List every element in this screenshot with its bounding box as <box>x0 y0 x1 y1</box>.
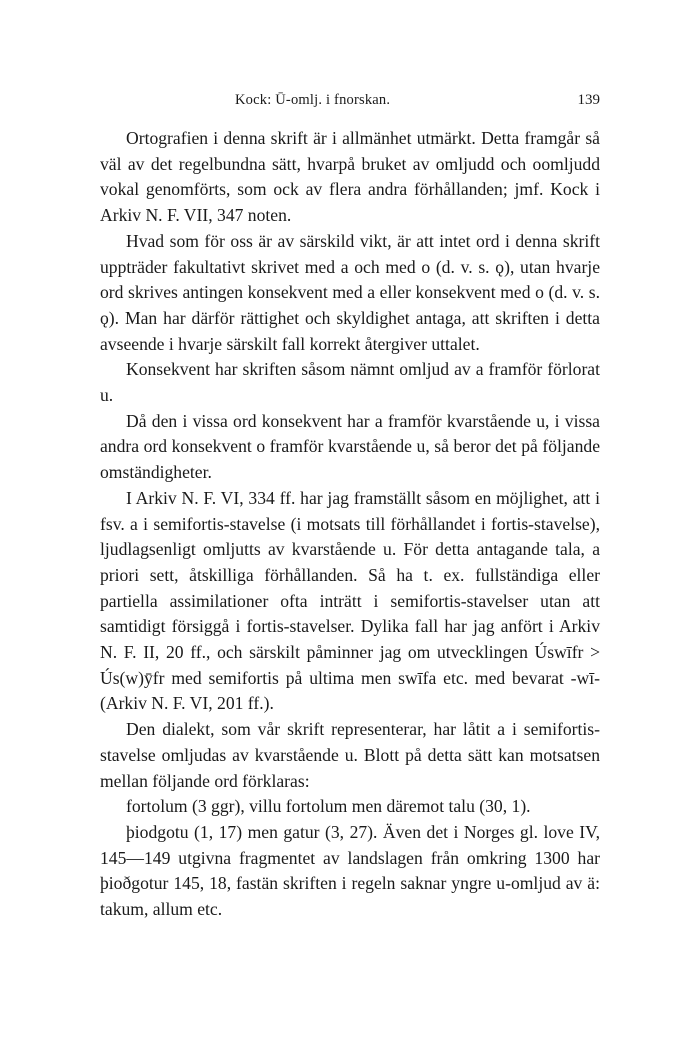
paragraph: fortolum (3 ggr), villu fortolum men däremot talu (30, 1). <box>126 796 531 817</box>
page-number: 139 <box>577 92 600 108</box>
paragraph: Konsekvent har skriften såsom nämnt omljud av a framför förlorat u. <box>100 359 600 406</box>
body-text <box>100 126 600 923</box>
paragraph: I Arkiv N. F. VI, 334 ff. har jag framställt såsom en möjlighet, att i fsv. a i semifortis-stavelse (i motsats till förhållandet i fortis-stavelse), ljudlagsenligt omljutts av kvarstående u. För detta antagande tala, a priori sett, åtskilliga förhållanden. Så ha t. ex. fullständiga eller partiella assimilationer ofta inträtt i semifortis-stavelser utan att samtidigt försiggå i fortis-stavelser. Dylika fall har jag anfört i Arkiv N. F. II, 20 ff., och särskilt påminner jag om utvecklingen Úswīfr > Ús(w)ȳfr med semifortis på ultima men swīfa etc. med bevarat -wī- (Arkiv N. F. VI, 201 ff.). <box>100 487 600 714</box>
paragraph: Då den i vissa ord konsekvent har a framför kvarstående u, i vissa andra ord konsekvent o framför kvarstående u, så beror det på följande omständigheter. <box>100 410 600 483</box>
paragraph: Den dialekt, som vår skrift representerar, har låtit a i semifortis-stavelse omljudas av kvarstående u. Blott på detta sätt kan motsatsen mellan följande ord förklaras: <box>100 719 600 791</box>
paragraph: Ortografien i denna skrift är i allmänhet utmärkt. Detta framgår så väl av det regelbundna sätt, hvarpå bruket av omljudd och oomljudd vokal genomförts, som ock av flera andra förhållanden; jmf. Kock i Arkiv N. F. VII, 347 noten. <box>100 128 600 226</box>
running-head-title: Kock: Ū-omlj. i fnorskan. <box>235 92 391 108</box>
running-head <box>100 92 600 114</box>
paragraph: Hvad som för oss är av särskild vikt, är att intet ord i denna skrift uppträder fakultativt skrivet med a och med o (d. v. s. ǫ), utan hvarje ord skrives antingen konsekvent med a eller konsekvent med o (d. v. s. ǫ). Man har därför rättighet och skyldighet antaga, att skriften i detta avseende i hvarje särskilt fall korrekt återgiver uttalet. <box>100 230 600 354</box>
paragraph: þiodgotu (1, 17) men gatur (3, 27). Även det i Norges gl. love IV, 145—149 utgivna fragmentet av landslagen från omkring 1300 har þioðgotur 145, 18, fastän skriften i regeln saknar yngre u-omljud av ä: takum, allum etc. <box>100 821 600 920</box>
